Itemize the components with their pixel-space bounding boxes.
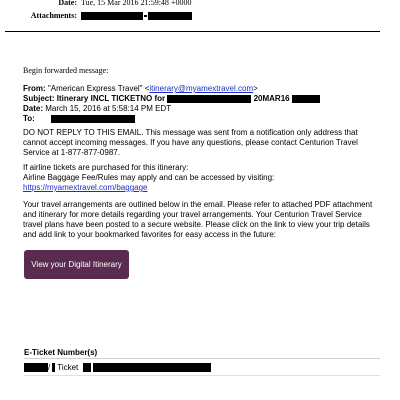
- redaction-block: [81, 12, 143, 20]
- eticket-slash: /: [48, 363, 51, 372]
- baggage-link[interactable]: https://myamextravel.com/baggage: [23, 183, 148, 192]
- baggage-line: Airline Baggage Fee/Rules may apply and can be accessed by visiting:: [23, 173, 275, 182]
- eticket-divider-bottom: [24, 375, 380, 376]
- arrangements-paragraph: [23, 200, 383, 240]
- redaction-block: [51, 115, 135, 123]
- date-label: Date:: [23, 104, 44, 113]
- subject-label: Subject:: [23, 94, 55, 103]
- redaction-block: [167, 95, 251, 103]
- baggage-paragraph: [23, 163, 383, 193]
- notice-line: cannot accept incoming messages. If you have any questions, please contact Centurion Travel: [23, 138, 358, 147]
- arrangements-line: travel plans have been posted to a secure website. Please click on the link to view your trip details: [23, 220, 370, 229]
- header-attachments-label: Attachments:: [30, 11, 77, 20]
- redaction-block: [24, 363, 51, 372]
- date-value: March 15, 2016 at 5:58:14 PM EDT: [45, 104, 172, 113]
- arrangements-line: and add link to your bookmarked favorites for easy access in the future:: [23, 230, 277, 239]
- arrangements-line: Your travel arrangements are outlined below in the email. Please refer to attached PDF attachment: [23, 200, 373, 209]
- forward-intro: Begin forwarded message:: [23, 66, 109, 75]
- header-attachments-row: [0, 11, 192, 20]
- eticket-row: [24, 363, 211, 372]
- eticket-title: E-Ticket Number(s): [24, 348, 98, 357]
- header-date-value: Tue, 15 Mar 2016 21:59:48 +0000: [81, 0, 192, 7]
- redaction-block: [292, 95, 320, 103]
- to-row: [23, 114, 383, 124]
- date-row: [23, 104, 383, 114]
- subject-row: [23, 94, 383, 104]
- redaction-block: [148, 12, 192, 20]
- from-email-link[interactable]: itinerary@myamextravel.com: [149, 84, 254, 93]
- header-date-row: [0, 0, 191, 7]
- from-label: From:: [23, 84, 46, 93]
- notice-line: DO NOT REPLY TO THIS EMAIL. This message was sent from a notification only address that: [23, 128, 358, 137]
- subject-value: Itinerary INCL TICKETNO for: [56, 94, 166, 103]
- from-name: "American Express Travel" <: [47, 84, 150, 93]
- eticket-divider: [24, 358, 380, 359]
- redaction-block: [93, 363, 211, 372]
- notice-line: Service at 1-877-877-0987.: [23, 148, 120, 157]
- to-label: To:: [23, 114, 35, 123]
- arrangements-line: and itinerary for more details regarding your travel arrangements. Your Centurion Travel Service: [23, 210, 362, 219]
- redaction-block: [52, 363, 55, 372]
- redaction-block: [144, 15, 147, 17]
- eticket-ticket-label: Ticket: [57, 363, 79, 372]
- header-date-label: Date:: [58, 0, 77, 7]
- subject-suffix: 20MAR16: [253, 94, 290, 103]
- header-divider: [5, 31, 380, 32]
- from-row: [23, 84, 383, 94]
- redaction-block: [83, 363, 91, 372]
- notice-paragraph: [23, 128, 383, 158]
- forwarded-headers: [23, 84, 383, 124]
- view-digital-itinerary-button[interactable]: View your Digital Itinerary: [24, 250, 129, 279]
- from-close: >: [253, 84, 258, 93]
- baggage-line: If airline tickets are purchased for this itinerary:: [23, 163, 189, 172]
